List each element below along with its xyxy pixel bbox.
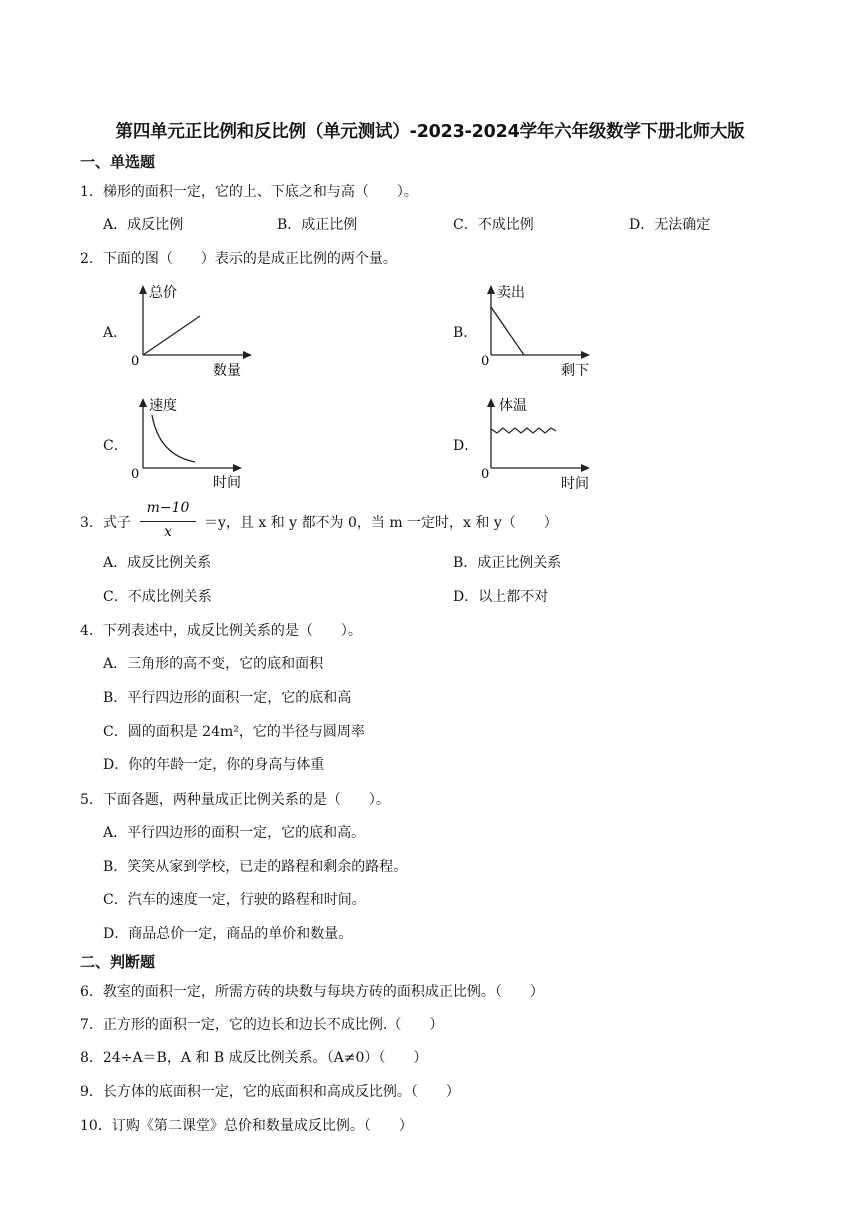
- x-axis-arrow-icon: [243, 351, 252, 359]
- graph-c-origin: 0: [131, 467, 140, 482]
- question-4-stem: 4．下列表述中，成反比例关系的是（ ）。: [80, 623, 362, 639]
- question-2-option-a[interactable]: A．: [103, 325, 128, 341]
- y-axis-arrow-icon: [487, 398, 495, 407]
- question-1-option-b[interactable]: B．成正比例: [277, 217, 358, 233]
- question-5-option-b[interactable]: B．笑笑从家到学校，已走的路程和剩余的路程。: [103, 859, 408, 875]
- decreasing-line: [491, 307, 524, 355]
- question-2-option-b[interactable]: B．: [453, 325, 478, 341]
- graph-b-origin: 0: [481, 354, 490, 369]
- graph-a-xlabel: 数量: [213, 363, 241, 379]
- question-4-option-a[interactable]: A．三角形的高不变，它的底和面积: [103, 656, 324, 672]
- question-3-option-d[interactable]: D．以上都不对: [453, 589, 549, 605]
- graph-c-ylabel: 速度: [149, 398, 177, 414]
- graph-d-ylabel: 体温: [499, 398, 527, 414]
- question-3-prefix: 3．式子: [80, 515, 131, 531]
- question-4-option-b[interactable]: B．平行四边形的面积一定，它的底和高: [103, 690, 352, 706]
- graph-a-ylabel: 总价: [149, 285, 177, 301]
- fraction-denominator: x: [164, 524, 172, 540]
- question-2-stem: 2．下面的图（ ）表示的是成正比例的两个量。: [80, 251, 397, 267]
- question-5-option-a[interactable]: A．平行四边形的面积一定，它的底和高。: [103, 825, 366, 841]
- question-1-option-a[interactable]: A．成反比例: [103, 217, 184, 233]
- inverse-curve: [152, 415, 195, 462]
- graph-c-xlabel: 时间: [213, 475, 241, 491]
- question-2-option-d[interactable]: D．: [453, 438, 479, 454]
- question-1-stem: 1．梯形的面积一定，它的上、下底之和与高（ ）。: [80, 184, 418, 200]
- question-6: 6．教室的面积一定，所需方砖的块数与每块方砖的面积成正比例。（ ）: [80, 984, 544, 1000]
- question-1-option-c[interactable]: C．不成比例: [453, 217, 534, 233]
- section-heading-single-choice: 一、单选题: [80, 153, 156, 171]
- y-axis-arrow-icon: [139, 398, 147, 407]
- graph-d-origin: 0: [481, 467, 490, 482]
- question-3-option-c[interactable]: C．不成比例关系: [103, 589, 212, 605]
- question-5-stem: 5．下面各题，两种量成正比例关系的是（ ）。: [80, 792, 390, 808]
- question-5-option-c[interactable]: C．汽车的速度一定，行驶的路程和时间。: [103, 892, 366, 908]
- question-4-option-d[interactable]: D．你的年龄一定，你的身高与体重: [103, 757, 325, 773]
- question-9: 9．长方体的底面积一定，它的底面积和高成反比例。（ ）: [80, 1084, 460, 1100]
- question-3-suffix: ＝y，且 x 和 y 都不为 0，当 m 一定时，x 和 y（ ）: [204, 515, 558, 531]
- question-3-option-a[interactable]: A．成反比例关系: [103, 555, 212, 571]
- proportional-line: [143, 316, 200, 355]
- question-7: 7．正方形的面积一定，它的边长和边长不成比例.（ ）: [80, 1017, 444, 1033]
- fraction-numerator: m−10: [146, 500, 190, 516]
- question-3-fraction: [140, 500, 196, 542]
- graph-a-origin: 0: [131, 354, 140, 369]
- question-4-option-c[interactable]: C．圆的面积是 24m²，它的半径与圆周率: [103, 724, 365, 740]
- y-axis-arrow-icon: [139, 285, 147, 294]
- graph-b-sold-vs-remaining: [475, 280, 615, 380]
- graph-c-speed-vs-time: [125, 393, 265, 493]
- question-5-option-d[interactable]: D．商品总价一定，商品的单价和数量。: [103, 926, 353, 942]
- fraction-bar: [140, 521, 196, 522]
- y-axis-arrow-icon: [487, 285, 495, 294]
- x-axis-arrow-icon: [581, 351, 590, 359]
- fluctuating-line: [491, 428, 556, 433]
- page-title: 第四单元正比例和反比例（单元测试）-2023-2024学年六年级数学下册北师大版: [115, 122, 745, 142]
- question-2-option-c[interactable]: C．: [103, 438, 128, 454]
- graph-d-temperature-vs-time: [475, 393, 615, 493]
- question-3-option-b[interactable]: B．成正比例关系: [453, 555, 562, 571]
- graph-d-xlabel: 时间: [561, 476, 589, 492]
- question-8: 8．24÷A＝B，A 和 B 成反比例关系。（A≠0）（ ）: [80, 1050, 428, 1066]
- question-10: 10．订购《第二课堂》总价和数量成反比例。（ ）: [80, 1118, 413, 1134]
- question-1-option-d[interactable]: D．无法确定: [629, 217, 711, 233]
- x-axis-arrow-icon: [233, 464, 242, 472]
- graph-b-ylabel: 卖出: [497, 285, 525, 301]
- graph-b-xlabel: 剩下: [561, 363, 589, 379]
- x-axis-arrow-icon: [581, 464, 590, 472]
- graph-a-total-price-vs-quantity: [125, 280, 265, 380]
- section-heading-judgement: 二、判断题: [80, 953, 156, 971]
